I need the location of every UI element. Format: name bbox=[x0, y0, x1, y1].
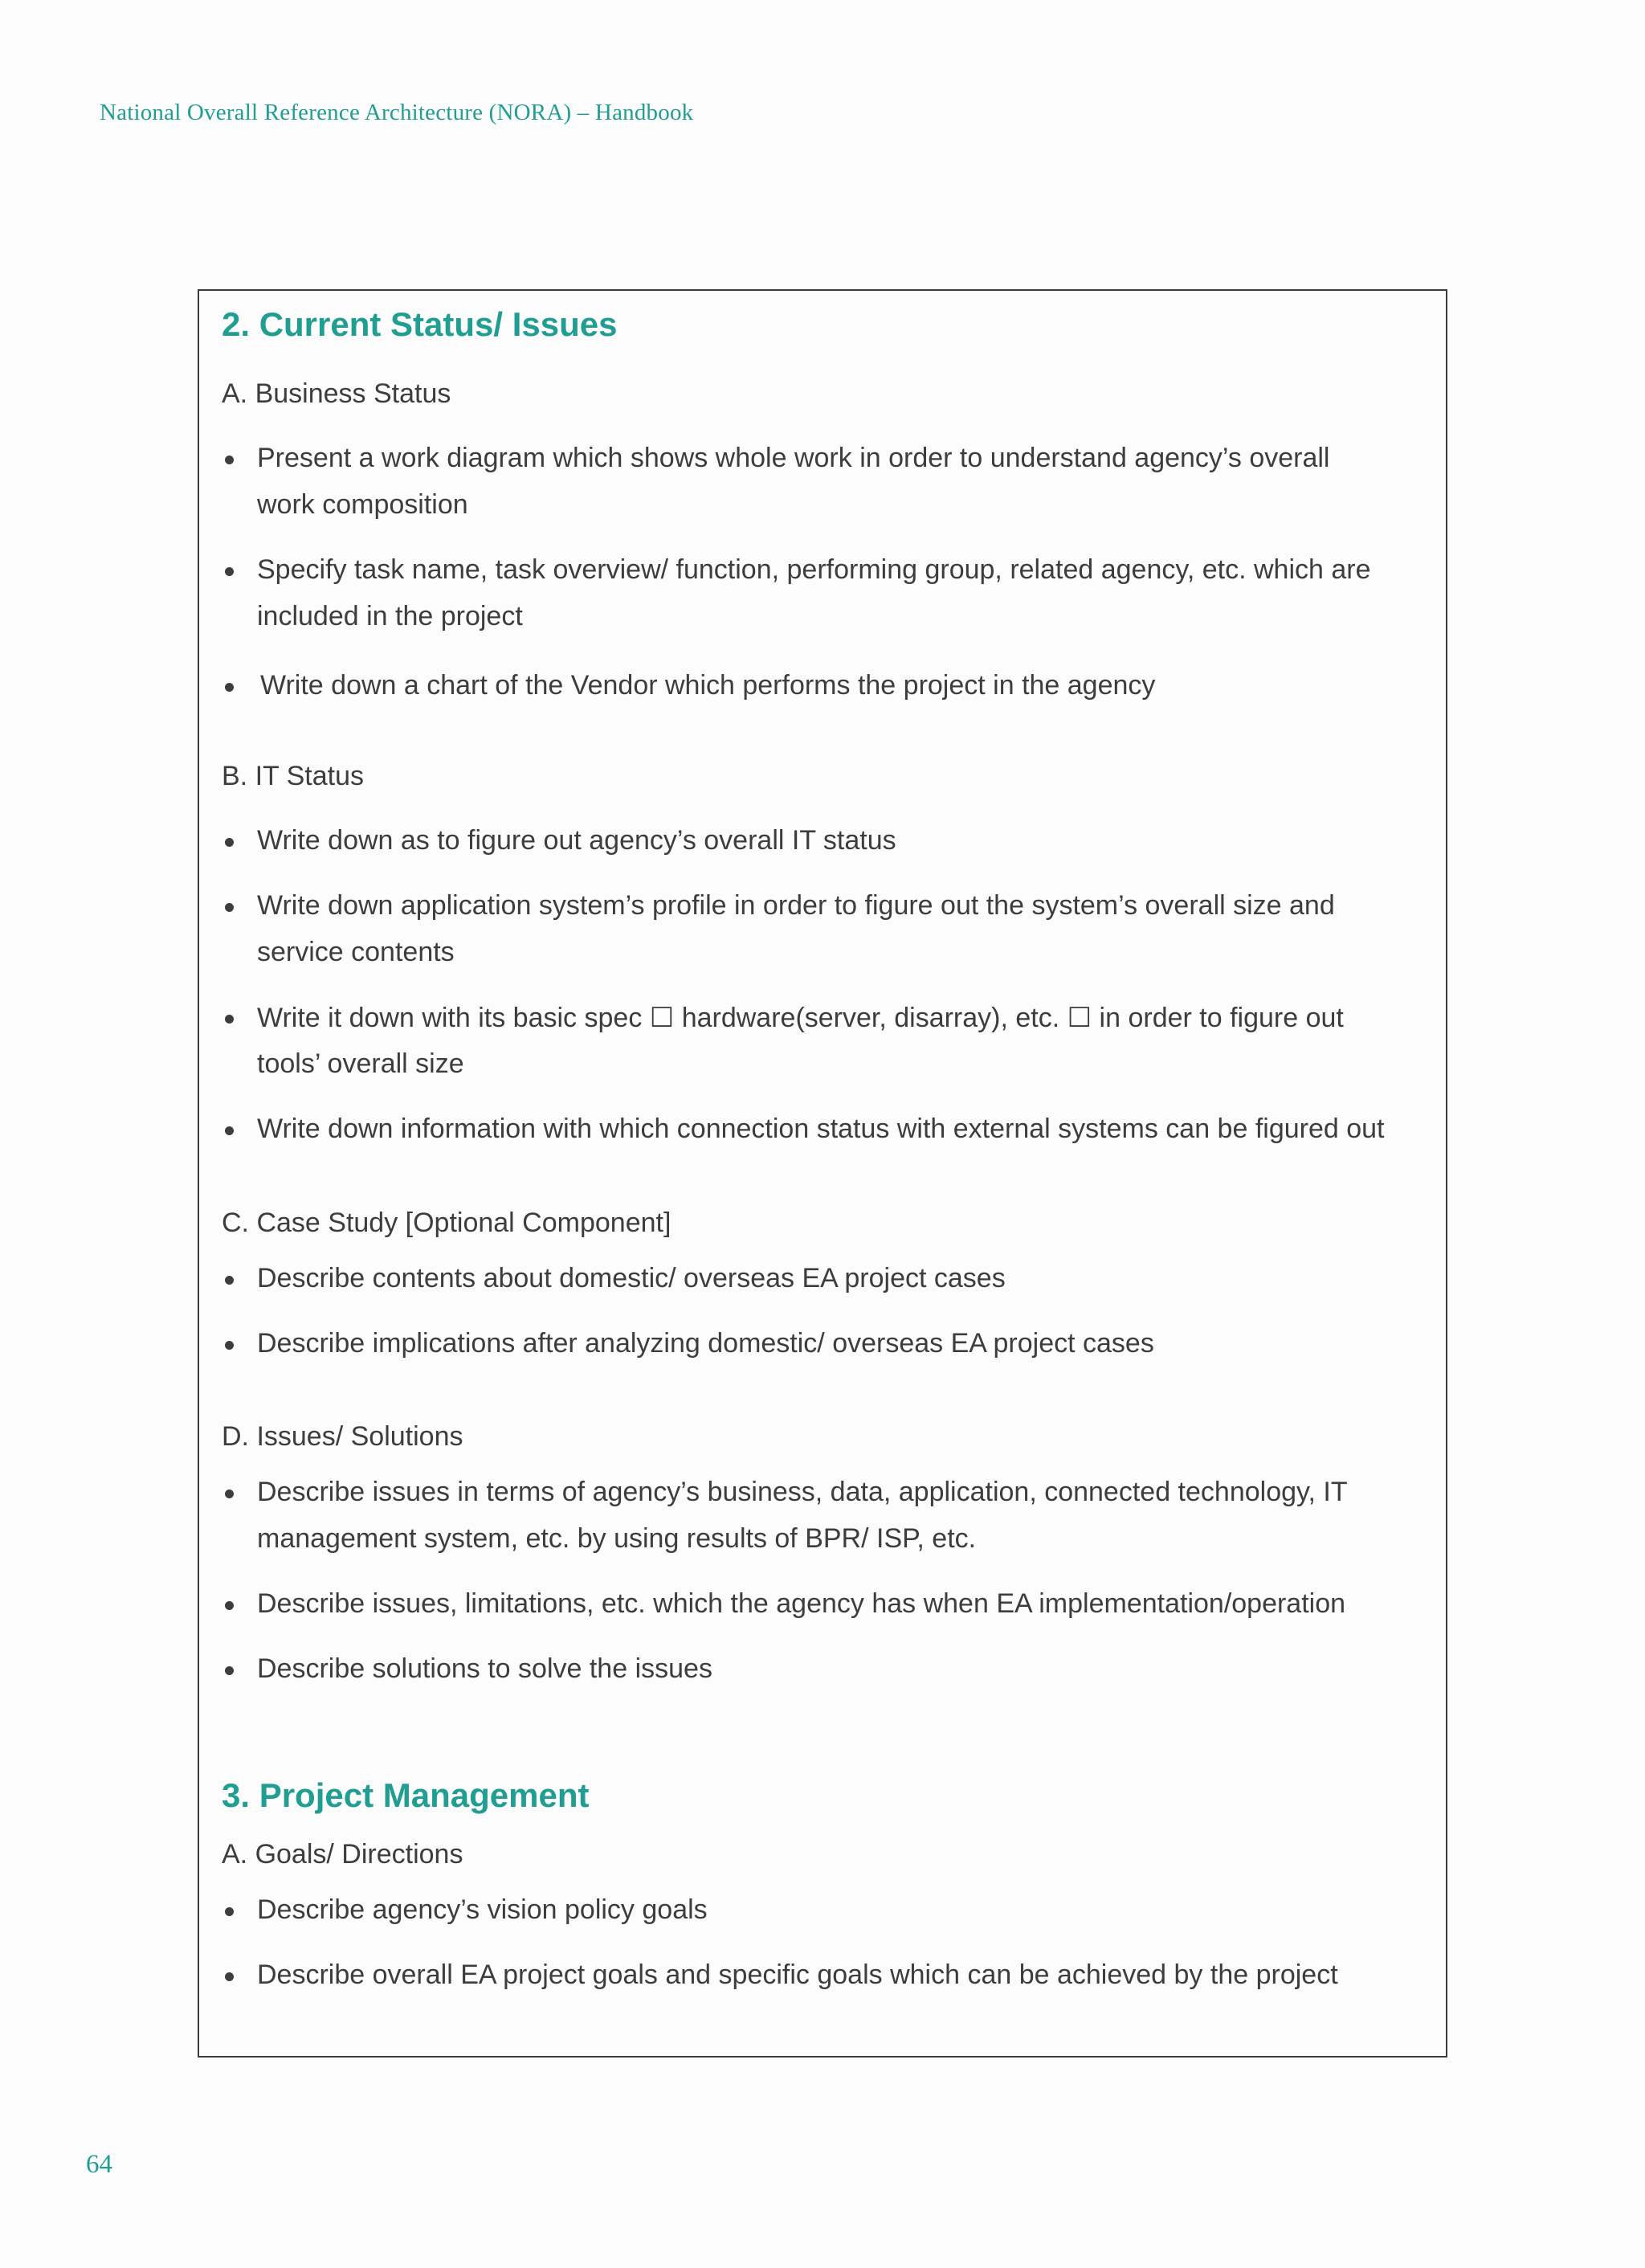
bullet-icon bbox=[225, 1907, 234, 1916]
bullet-icon bbox=[225, 838, 234, 847]
list-item-line: Write down information with which connection status with external systems can be figured out bbox=[257, 1114, 1385, 1144]
list-item-line: work composition bbox=[257, 489, 468, 520]
list-item-line: Write down a chart of the Vendor which performs the project in the agency bbox=[260, 670, 1156, 701]
list-item-line: Describe agency’s vision policy goals bbox=[257, 1894, 708, 1925]
list-item-line: Describe overall EA project goals and specific goals which can be achieved by the project bbox=[257, 1959, 1338, 1990]
list-item-line: Specify task name, task overview/ function, performing group, related agency, etc. which are bbox=[257, 554, 1371, 585]
list-item-line: included in the project bbox=[257, 601, 523, 631]
section-2-title: 2. Current Status/ Issues bbox=[222, 305, 618, 343]
list-item-line: Describe contents about domestic/ overseas EA project cases bbox=[257, 1263, 1006, 1293]
subsection-goals-heading: A. Goals/ Directions bbox=[222, 1839, 463, 1870]
running-header: National Overall Reference Architecture (NORA) – Handbook bbox=[100, 100, 694, 125]
list-item-line: tools’ overall size bbox=[257, 1048, 464, 1079]
list-item-line: Present a work diagram which shows whole work in order to understand agency’s overall bbox=[257, 443, 1330, 473]
bullet-icon bbox=[225, 683, 234, 692]
list-item-line: Write it down with its basic spec ☐ hardware(server, disarray), etc. ☐ in order to figure out bbox=[257, 1003, 1344, 1033]
bullet-icon bbox=[225, 1972, 234, 1981]
subsection-d-heading: D. Issues/ Solutions bbox=[222, 1421, 463, 1452]
bullet-icon bbox=[225, 1126, 234, 1135]
bullet-icon bbox=[225, 903, 234, 912]
bullet-icon bbox=[225, 567, 234, 576]
subsection-b-heading: B. IT Status bbox=[222, 761, 365, 791]
list-item-line: Describe issues, limitations, etc. which the agency has when EA implementation/operation bbox=[257, 1588, 1346, 1619]
list-item-line: Write down application system’s profile in order to figure out the system’s overall size and bbox=[257, 890, 1335, 921]
list-item-line: service contents bbox=[257, 937, 455, 967]
list-item-line: Describe issues in terms of agency’s business, data, application, connected technology, IT bbox=[257, 1477, 1348, 1507]
subsection-c-heading: C. Case Study [Optional Component] bbox=[222, 1208, 671, 1238]
list-item-line: Describe implications after analyzing domestic/ overseas EA project cases bbox=[257, 1328, 1154, 1359]
bullet-icon bbox=[225, 456, 234, 464]
subsection-a-heading: A. Business Status bbox=[222, 378, 451, 409]
bullet-icon bbox=[225, 1666, 234, 1675]
bullet-icon bbox=[225, 1276, 234, 1285]
list-item-line: Describe solutions to solve the issues bbox=[257, 1653, 712, 1684]
list-item-line: management system, etc. by using results of BPR/ ISP, etc. bbox=[257, 1523, 977, 1554]
page-number: 64 bbox=[86, 2150, 112, 2179]
bullet-icon bbox=[225, 1490, 234, 1498]
bullet-icon bbox=[225, 1015, 234, 1024]
section-3-title: 3. Project Management bbox=[222, 1776, 590, 1814]
bullet-icon bbox=[225, 1341, 234, 1350]
bullet-icon bbox=[225, 1601, 234, 1610]
list-item-line: Write down as to figure out agency’s overall IT status bbox=[257, 825, 896, 856]
